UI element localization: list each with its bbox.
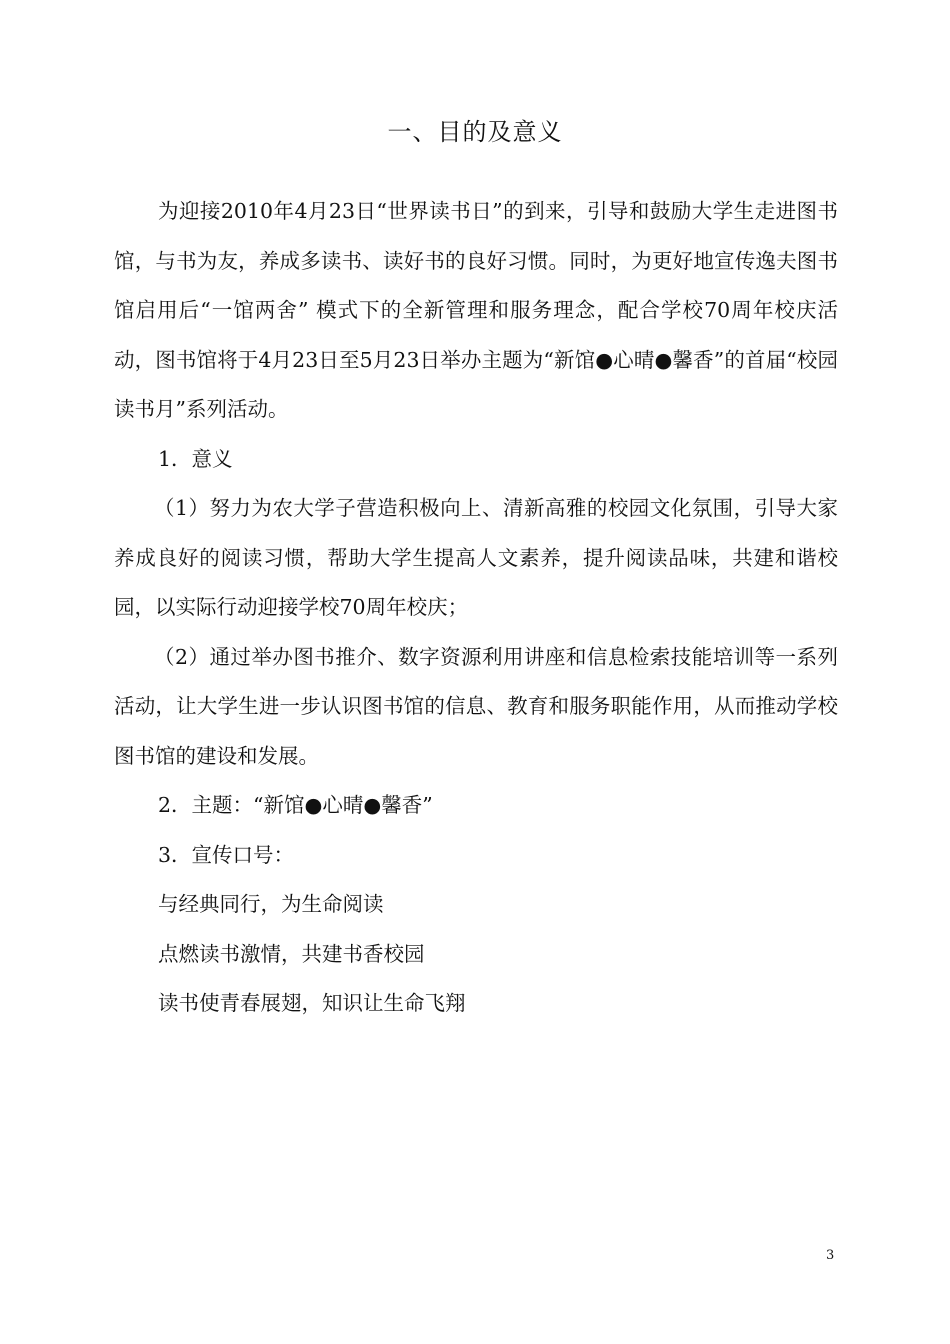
item-2-paragraph: （2）通过举办图书推介、数字资源利用讲座和信息检索技能培训等一系列活动，让大学生进一步认识图书馆的信息、教育和服务职能作用，从而推动学校图书馆的建设和发展。 <box>114 644 838 768</box>
slogan-line: 与经典同行，为生命阅读 <box>158 892 384 916</box>
page-number: 3 <box>826 1248 835 1263</box>
slogan-line: 读书使青春展翅，知识让生命飞翔 <box>158 991 466 1015</box>
document-body <box>114 187 838 1029</box>
section-1-heading: 1．意义 <box>158 446 233 471</box>
slogan-heading: 3．宣传口号： <box>158 842 295 867</box>
item-1-paragraph: （1）努力为农大学子营造积极向上、清新高雅的校园文化氛围，引导大家养成良好的阅读习惯，帮助大学生提高人文素养，提升阅读品味，共建和谐校园，以实际行动迎接学校70周年校庆； <box>114 496 838 619</box>
section-title: 一、目的及意义 <box>387 118 563 146</box>
theme-line: 2．主题：“新馆●心晴●馨香” <box>158 793 433 817</box>
slogan-line: 点燃读书激情，共建书香校园 <box>158 941 425 966</box>
intro-paragraph: 为迎接2010年4月23日“世界读书日”的到来，引导和鼓励大学生走进图书馆，与书为友，养成多读书、读好书的良好习惯。同时，为更好地宣传逸夫图书馆启用后“一馆两舍” 模式下的全新管理和服务理念，配合学校70周年校庆活动，图书馆将于4月23日至5月23日举办主题为“新馆●心晴●馨香”的首届“校园读书月”系列活动。 <box>114 199 838 421</box>
